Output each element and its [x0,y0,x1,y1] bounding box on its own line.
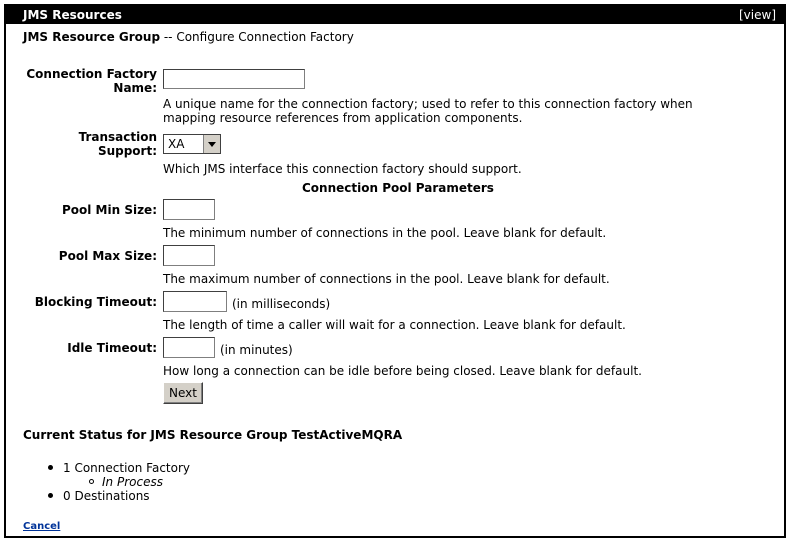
bullet-icon [48,493,53,498]
pool-max-help: The maximum number of connections in the pool. Leave blank for default. [163,272,610,286]
pool-max-input[interactable] [163,245,215,266]
blocking-timeout-help: The length of time a caller will wait for a connection. Leave blank for default. [163,318,626,332]
view-link[interactable]: [view] [739,8,776,22]
status-item-label: 1 Connection Factory [63,461,190,475]
idle-timeout-label: Idle Timeout: [67,341,157,355]
next-button[interactable]: Next [163,382,203,404]
tx-support-label-line1: Transaction [78,130,157,144]
tx-support-help: Which JMS interface this connection factory should support. [163,162,522,176]
pool-section-title: Connection Pool Parameters [302,181,494,195]
pool-max-label: Pool Max Size: [58,249,157,263]
cf-name-input[interactable] [163,69,305,89]
bullet-icon [48,465,53,470]
cf-name-label-line2: Name: [113,81,157,95]
tx-support-select[interactable] [163,134,221,154]
status-item-destinations [48,489,150,503]
circle-bullet-icon [89,479,94,484]
status-item-label: 0 Destinations [63,489,150,503]
pool-min-label: Pool Min Size: [61,203,157,217]
panel-titlebar [6,6,784,24]
heading-rest: -- Configure Connection Factory [160,30,354,44]
blocking-timeout-input[interactable] [163,291,227,312]
idle-timeout-input[interactable] [163,337,215,358]
cancel-link[interactable]: Cancel [23,521,61,532]
cf-name-help [163,97,693,125]
cf-name-label [26,67,157,95]
idle-timeout-unit: (in minutes) [220,343,293,357]
heading-group: JMS Resource Group [23,30,161,44]
status-subitem-in-process [89,475,163,489]
status-item-connection-factory [48,461,190,475]
status-subitem-label: In Process [102,475,163,489]
cf-name-help-line2: mapping resource references from application components. [163,111,523,125]
jms-resources-panel [4,4,786,538]
tx-support-selected: XA [168,137,185,151]
idle-timeout-help: How long a connection can be idle before being closed. Leave blank for default. [163,364,642,378]
pool-min-input[interactable] [163,199,215,220]
status-title: Current Status for JMS Resource Group TestActiveMQRA [23,428,403,442]
cf-name-help-line1: A unique name for the connection factory; used to refer to this connection factory when [163,97,693,111]
page-heading [23,30,354,44]
pool-min-help: The minimum number of connections in the pool. Leave blank for default. [163,226,607,240]
blocking-timeout-unit: (in milliseconds) [232,297,331,311]
tx-support-label-line2: Support: [97,144,157,158]
panel-title: JMS Resources [23,8,122,22]
cf-name-label-line1: Connection Factory [26,67,157,81]
chevron-down-icon[interactable] [203,135,220,153]
tx-support-label [79,130,157,158]
blocking-timeout-label: Blocking Timeout: [34,295,157,309]
